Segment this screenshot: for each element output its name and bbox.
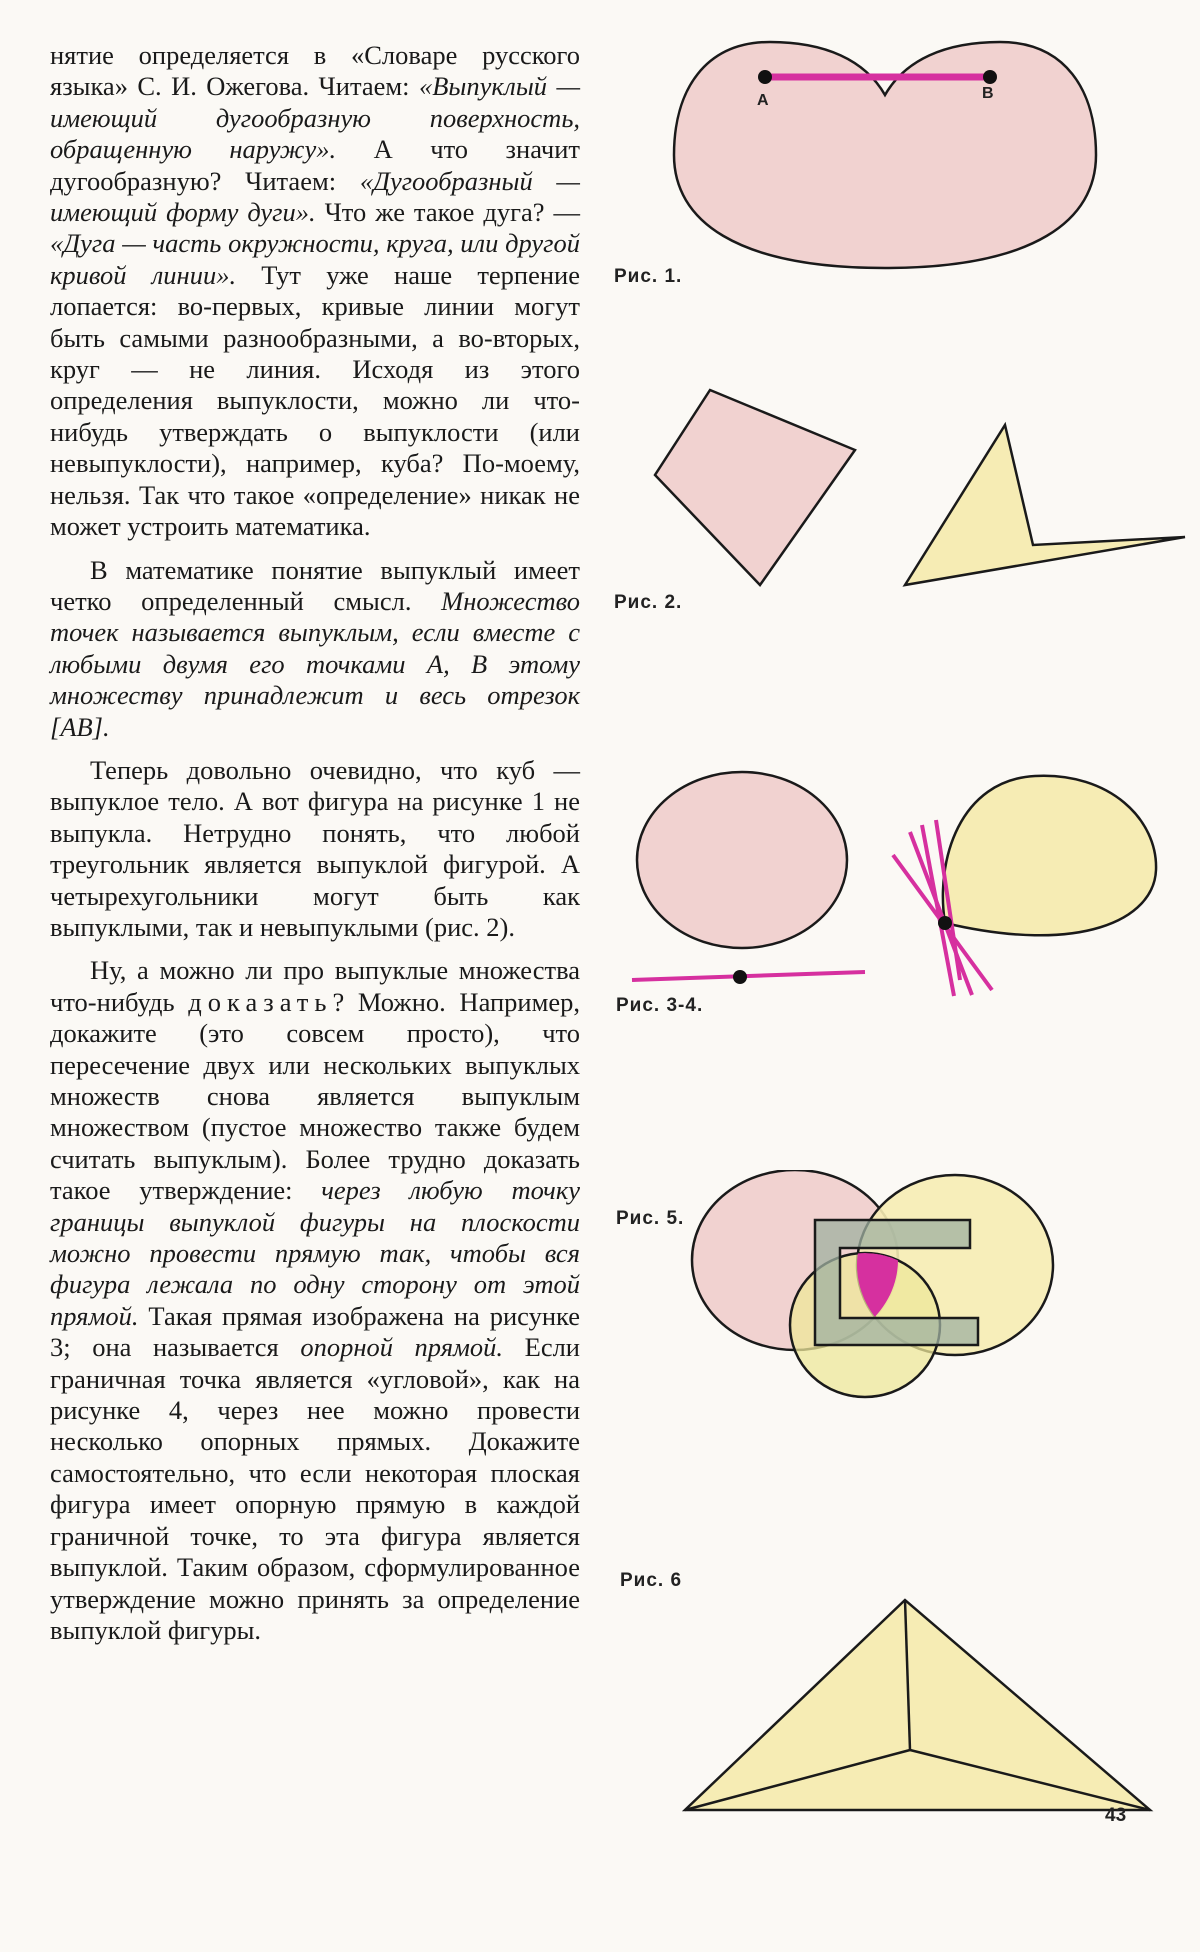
corner-point-4 — [938, 916, 952, 930]
figure-2-caption: Рис. 2. — [614, 592, 683, 613]
p4-text-4: Если граничная точка является «угловой», как на рисунке 4, через нее можно провести несколько опорных прямых. Докажите самостоятельно, что если некоторая плоская фигура имеет опорную прямую в каждой граничной точке, то эта фигура является выпуклой. Таким образом, сформулированное утверждение можно принять за определение выпуклой фигуры. — [50, 1332, 580, 1645]
p1-quote-3: «Дуга — часть окружности, круга, или другой кривой линии». — [50, 228, 580, 290]
page-number: 43 — [1105, 1805, 1127, 1826]
figure-3-4 — [620, 770, 1180, 1000]
p2-text-1: В математике понятие выпуклый имеет четко определенный смысл. — [50, 554, 580, 616]
tangent-point-3 — [733, 970, 747, 984]
p4-text-3: Такая прямая изображена на рисунке 3; она называется — [50, 1300, 580, 1363]
figure-5 — [690, 1170, 1100, 1400]
main-text-column — [50, 40, 580, 1658]
p3-text-1: Теперь довольно очевидно, что куб — выпуклое тело. А вот фигура на рисунке 1 не выпукла. Нетрудно понять, что любой треугольник является выпуклой фигурой. А четырехугольники могут быть как выпуклыми, так и невыпуклыми (рис. 2). — [50, 754, 580, 942]
p4-statement: через любую точку границы выпуклой фигуры на плоскости можно провести прямую так, чтобы вся фигура лежала по одну сторону от этой прямой. — [50, 1175, 580, 1331]
triangle-outer — [685, 1600, 1150, 1810]
p4-text-2: ? Можно. Например, докажите (это совсем просто), что пересечение двух или нескольких выпуклых множеств снова является выпуклым множеством (пустое множество также будем считать выпуклым). Более трудно доказать такое утверждение: — [50, 986, 580, 1206]
convex-quadrilateral — [655, 390, 855, 585]
figure-5-caption: Рис. 5. — [616, 1208, 685, 1229]
figure-6 — [680, 1585, 1160, 1825]
p4-spaced-word: доказать — [188, 986, 333, 1017]
paragraph-4 — [50, 955, 580, 1646]
nonconvex-quadrilateral — [905, 425, 1185, 585]
p1-quote-1: «Выпуклый — имеющий дугообразную поверхность, обращенную наружу». — [50, 71, 581, 165]
point-b-dot — [983, 70, 997, 84]
paragraph-3 — [50, 755, 580, 943]
p1-text-1: нятие определяется в «Словаре русского языка» С. И. Ожегова. Читаем: — [50, 40, 580, 102]
p1-quote-2: «Дугообразный — имеющий форму дуги». — [50, 165, 580, 228]
figure-3-4-caption: Рис. 3-4. — [616, 995, 704, 1016]
point-a-label: A — [757, 92, 769, 109]
circle-figure-3 — [637, 772, 847, 948]
figure-1-caption: Рис. 1. — [614, 266, 683, 287]
p4-text-1: Ну, а можно ли про выпуклые множества что-нибудь — [50, 955, 580, 1017]
supporting-line-3 — [632, 972, 865, 980]
p1-text-4: Тут уже наше терпение лопается: во-первых, кривые линии могут быть самыми разнообразными, а во-вторых, круг — не линия. Исходя из этого определения выпуклости, можно ли что-нибудь утверждать о выпуклости (или невыпуклости), например, куба? По-моему, нельзя. Так что такое «определение» никак не может устроить математика. — [50, 259, 580, 542]
p1-text-2: А что значит дугообразную? Читаем: — [50, 134, 580, 196]
figure-2 — [640, 380, 1200, 600]
figure-6-caption: Рис. 6 — [620, 1570, 683, 1591]
point-a-dot — [758, 70, 772, 84]
point-b-label: B — [982, 85, 994, 102]
paragraph-2 — [50, 555, 580, 743]
p4-term: опорной прямой. — [300, 1332, 504, 1363]
p2-definition: Множество точек называется выпуклым, если вместе с любыми двумя его точками А, В этому множеству принадлежит и весь отрезок [AB]. — [50, 585, 580, 742]
p1-text-3: Что же такое дуга? — — [315, 197, 580, 228]
figure-1 — [660, 30, 1110, 280]
paragraph-1 — [50, 40, 580, 543]
drop-figure-4 — [943, 776, 1156, 936]
